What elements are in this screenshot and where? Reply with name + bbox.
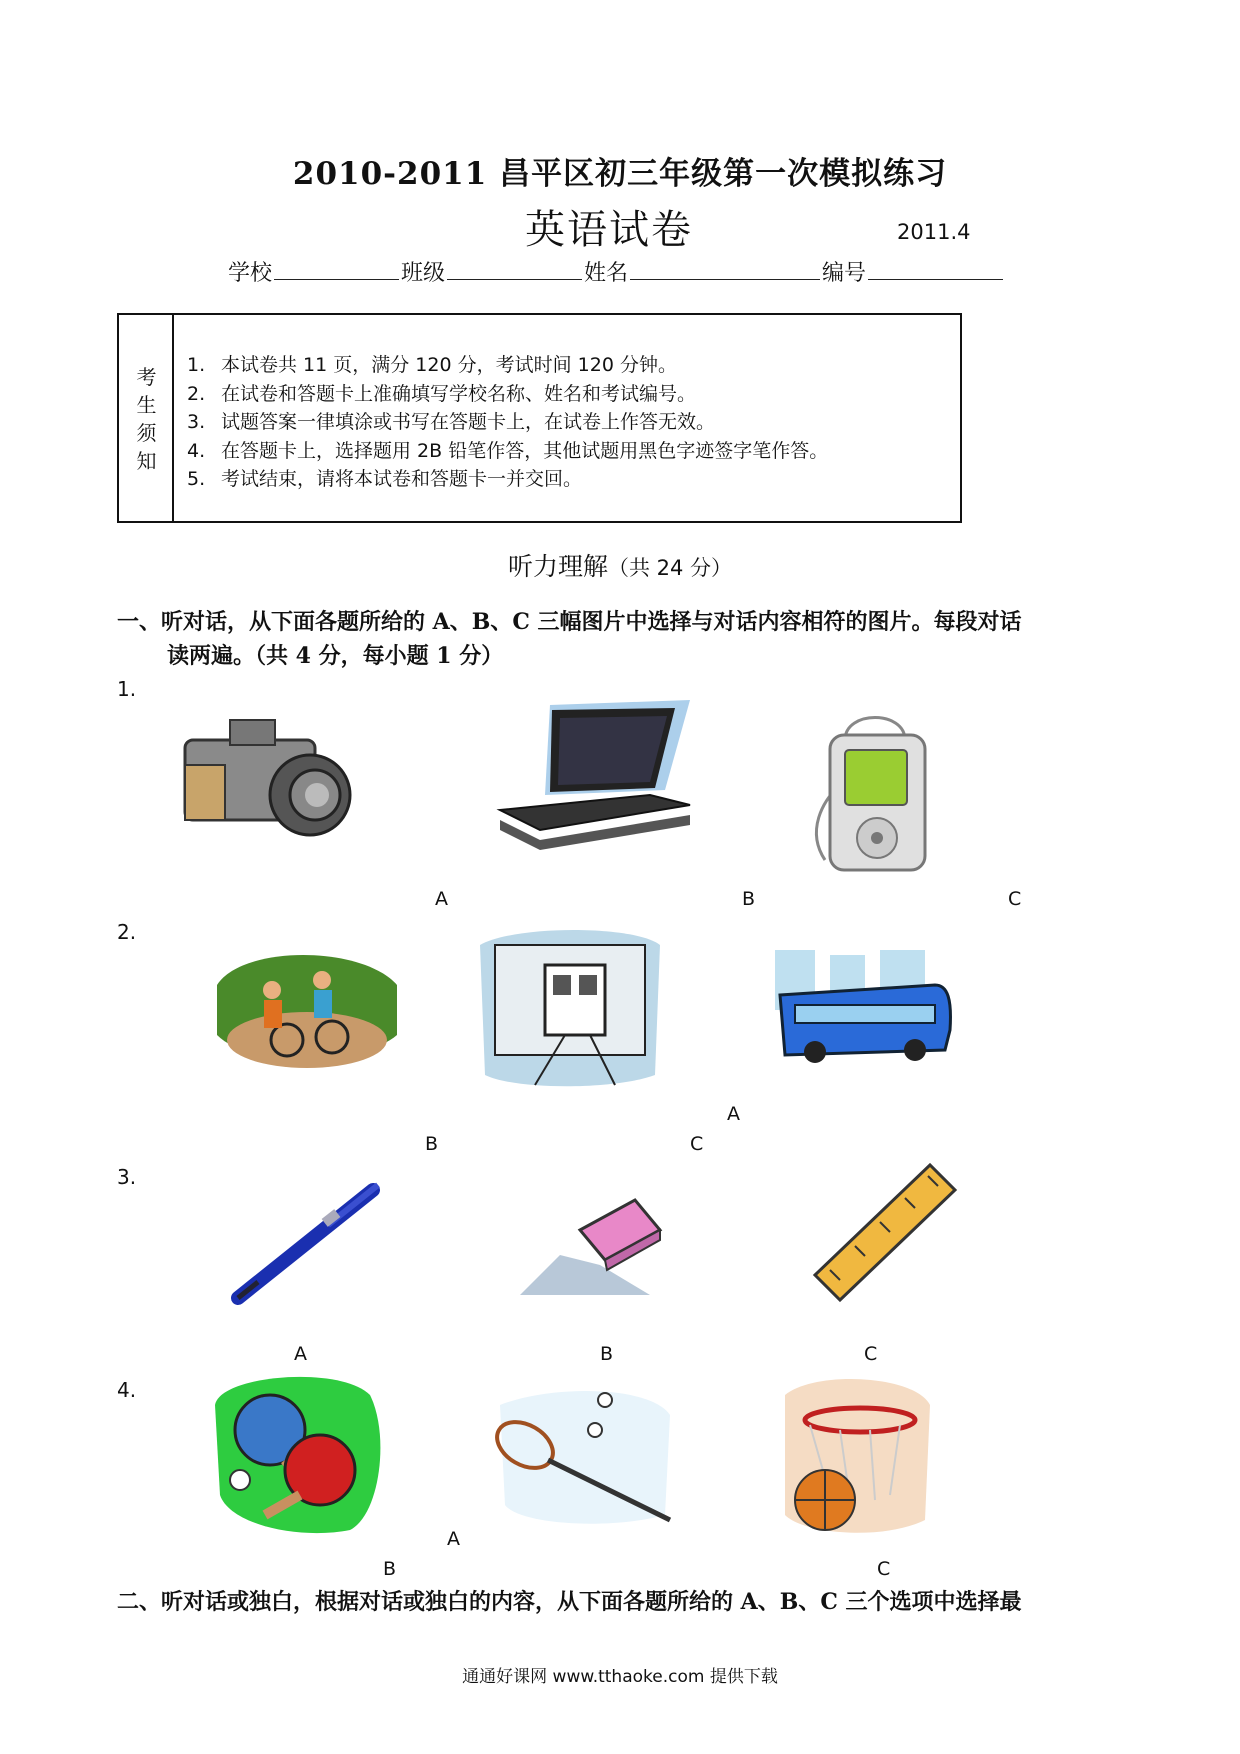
mp3-player-picture xyxy=(805,700,950,875)
q1-option-c[interactable]: C xyxy=(1008,888,1022,910)
notice-label-char: 知 xyxy=(136,449,157,473)
pen-picture xyxy=(228,1180,388,1305)
notice-item: 1. 本试卷共 11 页，满分 120 分，考试时间 120 分钟。 xyxy=(187,354,677,376)
exam-subtitle: 英语试卷 xyxy=(525,207,693,253)
class-blank[interactable] xyxy=(447,257,582,280)
notice-label xyxy=(119,315,174,521)
question-number: 4. xyxy=(117,1378,137,1402)
footer-text: 通通好课网 www.tthaoke.com 提供下载 xyxy=(462,1667,778,1687)
exam-notice-box xyxy=(117,313,962,523)
notice-item: 5. 考试结束，请将本试卷和答题卡一并交回。 xyxy=(187,468,583,490)
ruler-picture xyxy=(810,1160,960,1305)
exam-title: 2010-2011 昌平区初三年级第一次模拟练习 xyxy=(292,156,948,192)
listening-section-heading: 听力理解（共 24 分） xyxy=(507,552,733,581)
school-blank[interactable] xyxy=(274,257,399,280)
notice-item: 4. 在答题卡上，选择题用 2B 铅笔作答，其他试题用黑色字迹签字笔作答。 xyxy=(187,439,829,462)
name-blank[interactable] xyxy=(630,257,820,280)
notice-label-char: 生 xyxy=(136,393,157,417)
q3-option-c[interactable]: C xyxy=(864,1343,878,1365)
q1-option-b[interactable]: B xyxy=(742,888,756,910)
bus-picture xyxy=(770,950,955,1065)
number-label: 编号 xyxy=(822,261,867,286)
laptop-picture xyxy=(490,700,705,850)
notice-label-char: 考 xyxy=(136,365,157,389)
q3-option-a[interactable]: A xyxy=(294,1343,307,1365)
q1-option-a[interactable]: A xyxy=(435,888,448,910)
q4-option-a[interactable]: A xyxy=(447,1528,460,1550)
notice-list xyxy=(187,351,828,494)
q2-option-b[interactable]: B xyxy=(425,1133,439,1155)
school-label: 学校 xyxy=(228,261,273,286)
q2-option-a[interactable]: A xyxy=(727,1103,740,1125)
number-blank[interactable] xyxy=(868,257,1003,280)
class-label: 班级 xyxy=(401,261,446,286)
exam-date: 2011.4 xyxy=(897,220,971,244)
q4-option-c[interactable]: C xyxy=(877,1558,891,1580)
question-number: 2. xyxy=(117,920,137,944)
notice-label-char: 须 xyxy=(136,421,157,445)
q3-option-b[interactable]: B xyxy=(600,1343,614,1365)
question-number: 1. xyxy=(117,677,137,701)
badminton-picture xyxy=(490,1385,680,1530)
cyclists-picture xyxy=(212,945,402,1070)
student-info-row xyxy=(228,256,1005,287)
q2-option-c[interactable]: C xyxy=(690,1133,704,1155)
subway-train-picture xyxy=(475,925,665,1090)
ping-pong-picture xyxy=(210,1375,385,1535)
part2-instructions: 二、听对话或独白，根据对话或独白的内容，从下面各题所给的 A、B、C 三个选项中选择最 xyxy=(117,1589,1022,1615)
eraser-picture xyxy=(510,1195,660,1300)
notice-item: 3. 试题答案一律填涂或书写在答题卡上，在试卷上作答无效。 xyxy=(187,411,716,433)
question-number: 3. xyxy=(117,1165,137,1189)
notice-item: 2. 在试卷和答题卡上准确填写学校名称、姓名和考试编号。 xyxy=(187,382,697,405)
q4-option-b[interactable]: B xyxy=(383,1558,397,1580)
name-label: 姓名 xyxy=(584,261,629,286)
part1-instructions: 一、听对话，从下面各题所给的 A、B、C 三幅图片中选择与对话内容相符的图片。每段对话 读两遍。（共 4 分，每小题 1 分） xyxy=(117,609,1022,669)
basketball-picture xyxy=(775,1375,935,1540)
camera-picture xyxy=(175,705,365,845)
